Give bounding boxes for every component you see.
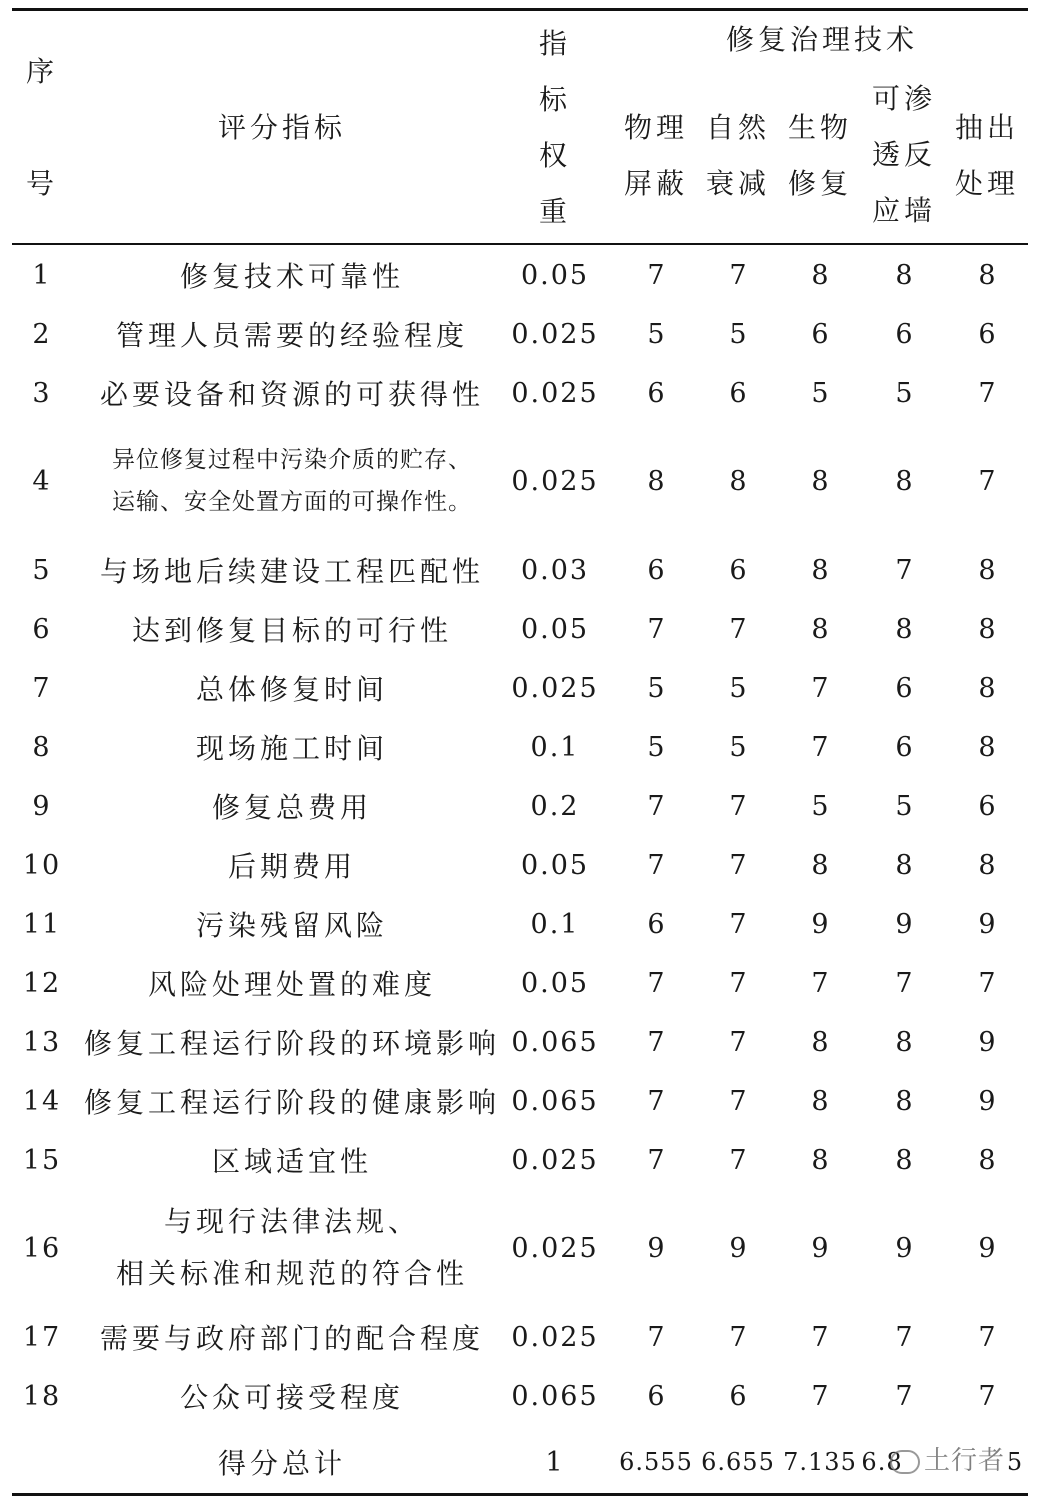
row-score: 7 <box>895 1380 913 1412</box>
row-score: 9 <box>895 908 913 940</box>
row-score: 5 <box>647 672 665 704</box>
row-weight: 0.065 <box>511 1026 599 1058</box>
table-header-rule <box>12 243 1028 245</box>
row-score: 8 <box>895 613 913 645</box>
row-score: 5 <box>811 377 829 409</box>
row-number: 8 <box>32 731 52 763</box>
row-score: 5 <box>729 731 747 763</box>
row-score: 9 <box>978 1232 996 1264</box>
header-tech-group: 修复治理技术 <box>725 23 918 56</box>
table-top-rule <box>12 8 1028 11</box>
header-tech-prb <box>862 70 946 240</box>
row-score: 7 <box>811 672 829 704</box>
row-score: 8 <box>895 849 913 881</box>
row-number: 1 <box>32 259 52 291</box>
row-score: 7 <box>729 613 747 645</box>
header-tech-line: 透反 <box>871 138 936 171</box>
row-score: 8 <box>978 849 996 881</box>
row-score: 7 <box>729 849 747 881</box>
header-tech-line: 抽出 <box>954 111 1019 144</box>
row-score: 6 <box>895 731 913 763</box>
row-score: 7 <box>895 967 913 999</box>
row-number: 4 <box>32 465 52 497</box>
total-score-cell: 6.8 <box>861 1448 903 1476</box>
row-weight: 0.05 <box>520 613 590 645</box>
row-score: 7 <box>729 1144 747 1176</box>
row-score: 7 <box>647 1321 665 1353</box>
row-score: 7 <box>729 908 747 940</box>
row-score: 8 <box>978 672 996 704</box>
row-indicator <box>82 423 502 539</box>
header-tech-line: 自然 <box>705 111 770 144</box>
row-score: 9 <box>895 1232 913 1264</box>
row-indicator: 区域适宜性 <box>211 1145 372 1178</box>
total-weight: 1 <box>545 1446 565 1478</box>
row-score: 6 <box>647 1380 665 1412</box>
header-tech-physical-barrier <box>616 98 696 214</box>
row-weight: 0.025 <box>511 318 599 350</box>
row-score: 9 <box>811 908 829 940</box>
row-score: 8 <box>811 1144 829 1176</box>
header-tech-line: 衰减 <box>705 167 770 200</box>
scoring-table <box>12 0 1028 1504</box>
row-score: 6 <box>647 554 665 586</box>
row-score: 7 <box>811 1380 829 1412</box>
row-indicator: 需要与政府部门的配合程度 <box>99 1322 484 1355</box>
row-indicator: 修复工程运行阶段的环境影响 <box>83 1027 500 1060</box>
row-number: 3 <box>32 377 52 409</box>
row-score: 6 <box>811 318 829 350</box>
header-tech-line: 生物 <box>787 111 852 144</box>
row-weight: 0.025 <box>511 377 599 409</box>
row-score: 5 <box>811 790 829 822</box>
row-score: 9 <box>978 1085 996 1117</box>
row-score: 6 <box>647 908 665 940</box>
row-score: 5 <box>895 377 913 409</box>
row-score: 8 <box>895 1144 913 1176</box>
row-score: 8 <box>978 554 996 586</box>
row-indicator: 必要设备和资源的可获得性 <box>99 378 484 411</box>
header-tech-line: 可渗 <box>871 82 936 115</box>
row-score: 5 <box>647 318 665 350</box>
header-weight <box>510 16 600 240</box>
row-score: 8 <box>811 465 829 497</box>
row-number: 11 <box>22 908 62 940</box>
row-number: 14 <box>22 1085 62 1117</box>
row-score: 8 <box>895 1085 913 1117</box>
header-tech-line: 处理 <box>954 167 1019 200</box>
row-score: 7 <box>729 790 747 822</box>
row-indicator: 达到修复目标的可行性 <box>131 614 452 647</box>
row-score: 6 <box>978 790 996 822</box>
row-indicator <box>82 1190 502 1306</box>
row-weight: 0.025 <box>511 672 599 704</box>
row-weight: 0.03 <box>520 554 590 586</box>
header-weight-char: 权 <box>538 139 571 172</box>
row-score: 7 <box>811 731 829 763</box>
row-weight: 0.025 <box>511 1321 599 1353</box>
row-number: 15 <box>22 1144 62 1176</box>
row-number: 10 <box>22 849 62 881</box>
row-weight: 0.1 <box>530 908 580 940</box>
row-score: 5 <box>729 318 747 350</box>
row-score: 7 <box>647 259 665 291</box>
row-score: 5 <box>647 731 665 763</box>
row-weight: 0.025 <box>511 1144 599 1176</box>
row-score: 6 <box>895 318 913 350</box>
row-score: 8 <box>811 849 829 881</box>
row-score: 8 <box>978 731 996 763</box>
row-score: 7 <box>895 554 913 586</box>
row-score: 7 <box>647 613 665 645</box>
row-score: 8 <box>729 465 747 497</box>
row-score: 7 <box>647 967 665 999</box>
row-indicator: 修复工程运行阶段的健康影响 <box>83 1086 500 1119</box>
header-tech-bioremediation <box>780 98 860 214</box>
watermark-text: 土行者 <box>924 1446 1006 1476</box>
row-number: 2 <box>32 318 52 350</box>
row-score: 7 <box>729 1026 747 1058</box>
row-number: 9 <box>32 790 52 822</box>
row-score: 7 <box>647 849 665 881</box>
header-indicator: 评分指标 <box>217 111 346 144</box>
row-indicator-line: 运输、安全处置方面的可操作性。 <box>112 489 472 515</box>
row-weight: 0.025 <box>511 465 599 497</box>
row-score: 7 <box>811 967 829 999</box>
row-score: 8 <box>811 1085 829 1117</box>
row-score: 7 <box>647 1026 665 1058</box>
row-score: 5 <box>895 790 913 822</box>
watermark <box>890 1440 1005 1477</box>
row-weight: 0.2 <box>530 790 580 822</box>
row-score: 6 <box>729 377 747 409</box>
row-indicator: 管理人员需要的经验程度 <box>115 319 468 352</box>
header-tech-natural-attenuation <box>698 98 778 214</box>
row-weight: 0.05 <box>520 259 590 291</box>
row-number: 16 <box>22 1232 62 1264</box>
row-score: 6 <box>729 554 747 586</box>
row-score: 9 <box>978 908 996 940</box>
row-score: 8 <box>978 613 996 645</box>
total-score-cell: 5 <box>1006 1448 1024 1476</box>
row-number: 7 <box>32 672 52 704</box>
row-weight: 0.05 <box>520 967 590 999</box>
row-score: 6 <box>729 1380 747 1412</box>
chat-bubble-icon <box>890 1450 920 1474</box>
row-indicator: 总体修复时间 <box>195 673 388 706</box>
header-tech-line: 修复 <box>787 167 852 200</box>
row-indicator: 修复总费用 <box>211 791 372 824</box>
row-score: 9 <box>978 1026 996 1058</box>
row-score: 6 <box>647 377 665 409</box>
row-indicator: 公众可接受程度 <box>179 1381 404 1414</box>
header-weight-char: 重 <box>538 195 571 228</box>
table-bottom-rule <box>12 1493 1028 1496</box>
row-weight: 0.065 <box>511 1085 599 1117</box>
row-score: 8 <box>895 465 913 497</box>
row-score: 7 <box>729 967 747 999</box>
row-score: 9 <box>647 1232 665 1264</box>
row-weight: 0.05 <box>520 849 590 881</box>
row-score: 8 <box>811 613 829 645</box>
row-score: 7 <box>811 1321 829 1353</box>
row-number: 13 <box>22 1026 62 1058</box>
total-score-cell: 6.655 <box>701 1448 775 1476</box>
row-score: 7 <box>647 1144 665 1176</box>
row-number: 12 <box>22 967 62 999</box>
row-score: 7 <box>647 790 665 822</box>
header-tech-line: 屏蔽 <box>623 167 688 200</box>
row-number: 5 <box>32 554 52 586</box>
row-score: 9 <box>729 1232 747 1264</box>
row-indicator: 修复技术可靠性 <box>179 260 404 293</box>
row-indicator: 与场地后续建设工程匹配性 <box>99 555 484 588</box>
row-score: 7 <box>647 1085 665 1117</box>
header-tech-line: 应墙 <box>871 194 936 227</box>
row-indicator: 后期费用 <box>227 850 356 883</box>
row-weight: 0.065 <box>511 1380 599 1412</box>
header-seq-line2: 号 <box>25 167 58 200</box>
total-label: 得分总计 <box>217 1447 346 1480</box>
row-number: 18 <box>22 1380 62 1412</box>
row-score: 6 <box>895 672 913 704</box>
row-weight: 0.025 <box>511 1232 599 1264</box>
row-score: 8 <box>811 259 829 291</box>
row-weight: 0.1 <box>530 731 580 763</box>
row-score: 8 <box>895 259 913 291</box>
row-score: 8 <box>811 1026 829 1058</box>
row-indicator-line: 异位修复过程中污染介质的贮存、 <box>112 447 472 473</box>
row-score: 7 <box>729 1085 747 1117</box>
row-indicator: 污染残留风险 <box>195 909 388 942</box>
header-tech-line: 物理 <box>623 111 688 144</box>
row-indicator: 风险处理处置的难度 <box>147 968 436 1001</box>
row-indicator: 现场施工时间 <box>195 732 388 765</box>
header-weight-char: 指 <box>538 27 571 60</box>
total-score-cell: 7.135 <box>783 1448 857 1476</box>
row-score: 8 <box>978 259 996 291</box>
row-score: 7 <box>978 465 996 497</box>
row-score: 5 <box>729 672 747 704</box>
row-score: 7 <box>978 1321 996 1353</box>
total-score-cell: 6.555 <box>619 1448 693 1476</box>
row-score: 7 <box>978 1380 996 1412</box>
header-seq-line1: 序 <box>25 55 58 88</box>
row-score: 7 <box>978 377 996 409</box>
header-weight-char: 标 <box>538 83 571 116</box>
row-score: 7 <box>729 1321 747 1353</box>
header-tech-pump-treat <box>946 98 1028 214</box>
row-score: 8 <box>895 1026 913 1058</box>
row-score: 7 <box>895 1321 913 1353</box>
row-score: 8 <box>811 554 829 586</box>
row-number: 17 <box>22 1321 62 1353</box>
row-score: 8 <box>978 1144 996 1176</box>
row-indicator-line: 与现行法律法规、 <box>163 1205 420 1238</box>
row-score: 6 <box>978 318 996 350</box>
row-number: 6 <box>32 613 52 645</box>
row-score: 8 <box>647 465 665 497</box>
row-score: 9 <box>811 1232 829 1264</box>
row-score: 7 <box>729 259 747 291</box>
row-indicator-line: 相关标准和规范的符合性 <box>115 1257 468 1290</box>
row-score: 7 <box>978 967 996 999</box>
